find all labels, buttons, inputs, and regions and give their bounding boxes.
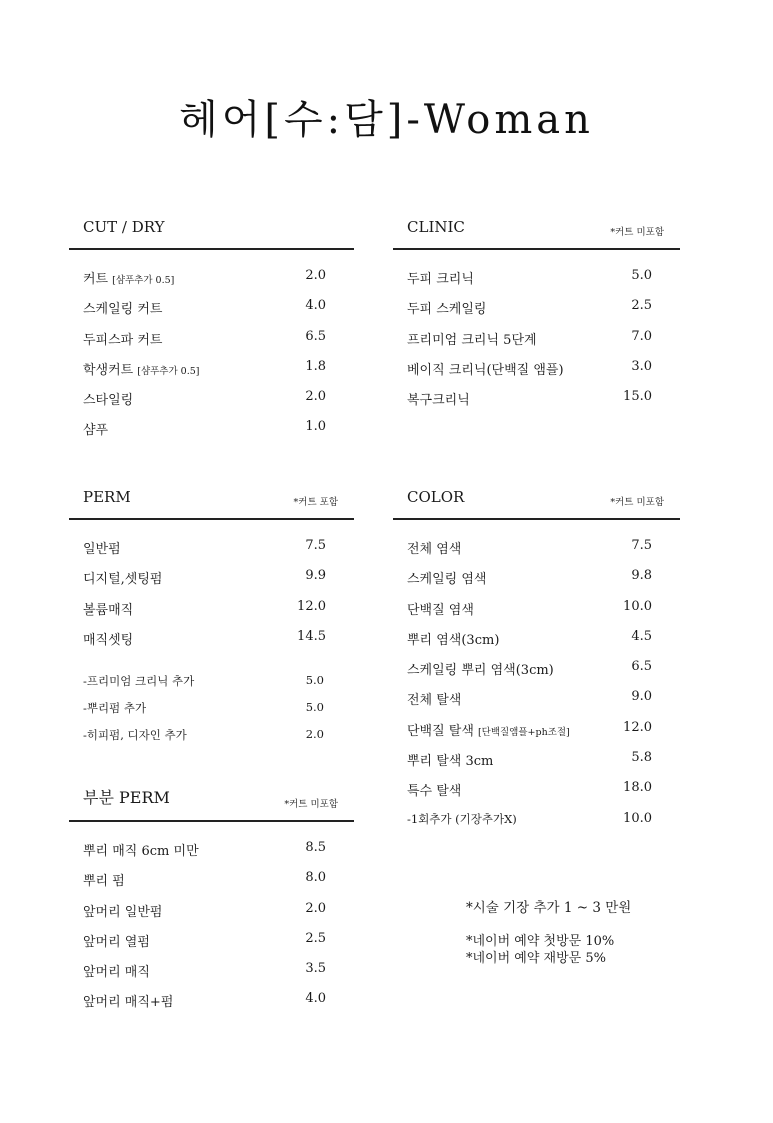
menu-item bbox=[393, 623, 680, 653]
item-price: 2.5 bbox=[305, 930, 326, 946]
note-naver-first: *네이버 예약 첫방문 10% bbox=[466, 934, 615, 949]
item-price: 9.8 bbox=[631, 568, 652, 584]
menu-item bbox=[69, 562, 354, 592]
item-price: 1.8 bbox=[305, 358, 326, 374]
section-title: COLOR bbox=[407, 488, 465, 506]
extra-item bbox=[69, 667, 354, 694]
item-price: 1.0 bbox=[305, 419, 326, 435]
item-name: -1회추가 (기장추가X) bbox=[407, 811, 517, 826]
item-name: 전체 염색 bbox=[407, 542, 462, 557]
item-name: 특수 탈색 bbox=[407, 784, 462, 800]
section-title: CUT / DRY bbox=[83, 218, 165, 236]
menu-item bbox=[393, 262, 680, 292]
extra-item bbox=[69, 694, 354, 721]
section-note: *커트 미포함 bbox=[284, 799, 338, 810]
item-name: 스타일링 bbox=[83, 393, 134, 409]
section-note: *커트 포함 bbox=[293, 497, 338, 508]
item-price: 6.5 bbox=[305, 328, 326, 344]
menu-item bbox=[69, 985, 354, 1015]
item-name: 뿌리 펌 bbox=[83, 874, 125, 890]
item-name: 두피스파 커트 bbox=[83, 332, 163, 348]
item-name: 앞머리 일반펌 bbox=[83, 904, 163, 920]
menu-item bbox=[69, 323, 354, 353]
item-name: 전체 탈색 bbox=[407, 693, 462, 709]
item-note: [샴푸추가 0.5] bbox=[137, 365, 200, 377]
item-price: 6.5 bbox=[631, 659, 652, 675]
item-price: 8.5 bbox=[305, 840, 326, 855]
menu-item bbox=[69, 383, 354, 413]
item-name: 볼륨매직 bbox=[83, 602, 134, 618]
item-price: 8.0 bbox=[305, 870, 326, 886]
item-name: 앞머리 매직 bbox=[83, 965, 150, 981]
section-title: PERM bbox=[83, 488, 131, 506]
extra-item bbox=[69, 721, 354, 748]
menu-item bbox=[393, 805, 680, 835]
menu-item bbox=[69, 623, 354, 653]
menu-item bbox=[393, 323, 680, 353]
item-name: 뿌리 탈색 3cm bbox=[407, 754, 494, 770]
section-title: CLINIC bbox=[407, 218, 465, 236]
item-price: 2.0 bbox=[305, 268, 326, 283]
menu-item bbox=[69, 413, 354, 443]
item-price: 10.0 bbox=[623, 598, 652, 614]
item-price: 5.0 bbox=[631, 268, 652, 283]
menu-item bbox=[393, 653, 680, 683]
item-price: 9.0 bbox=[631, 689, 652, 705]
item-name: 커트 bbox=[83, 272, 109, 287]
item-price: 4.0 bbox=[305, 991, 326, 1007]
item-price: 15.0 bbox=[623, 389, 652, 405]
item-price: 5.8 bbox=[631, 750, 652, 766]
item-name: 매직셋팅 bbox=[83, 632, 134, 648]
section-cut-dry bbox=[69, 208, 354, 444]
item-name: 두피 크리닉 bbox=[407, 272, 474, 287]
section-clinic bbox=[393, 208, 680, 413]
item-price: 3.0 bbox=[631, 358, 652, 374]
item-price: 5.0 bbox=[305, 673, 324, 688]
item-price: 7.5 bbox=[305, 538, 326, 553]
menu-item bbox=[69, 292, 354, 322]
item-price: 2.0 bbox=[305, 727, 324, 742]
item-name: 베이직 크리닉(단백질 앰플) bbox=[407, 362, 564, 378]
menu-item bbox=[69, 262, 354, 292]
menu-item bbox=[393, 683, 680, 713]
item-name: 스케일링 염색 bbox=[407, 572, 487, 588]
menu-item bbox=[393, 532, 680, 562]
menu-item bbox=[69, 593, 354, 623]
item-price: 2.0 bbox=[305, 900, 326, 916]
item-price: 10.0 bbox=[623, 810, 652, 826]
menu-item bbox=[393, 593, 680, 623]
item-price: 18.0 bbox=[623, 780, 652, 796]
item-price: 4.0 bbox=[305, 298, 326, 314]
section-title: 부분 PERM bbox=[83, 788, 170, 807]
menu-item bbox=[69, 834, 354, 864]
menu-item bbox=[69, 895, 354, 925]
item-name: 단백질 염색 bbox=[407, 602, 474, 618]
menu-item bbox=[69, 955, 354, 985]
section-note: *커트 미포함 bbox=[610, 497, 664, 508]
item-name: 일반펌 bbox=[83, 542, 121, 557]
item-price: 7.5 bbox=[631, 538, 652, 553]
item-price: 9.9 bbox=[305, 568, 326, 584]
item-price: 7.0 bbox=[631, 328, 652, 344]
item-name: 스케일링 커트 bbox=[83, 302, 163, 318]
item-price: 3.5 bbox=[305, 961, 326, 977]
item-price: 4.5 bbox=[631, 628, 652, 644]
item-price: 2.5 bbox=[631, 298, 652, 314]
item-note: [단백질앰플+ph조절] bbox=[477, 726, 570, 738]
item-name: -히피펌, 디자인 추가 bbox=[83, 728, 187, 743]
note-length: *시술 기장 추가 1 ~ 3 만원 bbox=[466, 900, 632, 916]
menu-item bbox=[69, 925, 354, 955]
item-name: 디지털,셋팅펌 bbox=[83, 572, 163, 588]
section-perm bbox=[69, 478, 354, 748]
menu-item bbox=[69, 353, 354, 383]
item-note: [샴푸추가 0.5] bbox=[112, 275, 175, 286]
section-note: *커트 미포함 bbox=[610, 227, 664, 238]
menu-item bbox=[393, 744, 680, 774]
item-name: 앞머리 매직+펌 bbox=[83, 995, 174, 1011]
notes bbox=[466, 900, 631, 967]
menu-item bbox=[393, 292, 680, 322]
menu-item bbox=[393, 562, 680, 592]
item-name: 프리미엄 크리닉 5단계 bbox=[407, 332, 537, 348]
item-name: -뿌리펌 추가 bbox=[83, 701, 147, 716]
item-name: 복구크리닉 bbox=[407, 393, 470, 409]
item-price: 2.0 bbox=[305, 389, 326, 405]
item-name: 스케일링 뿌리 염색(3cm) bbox=[407, 663, 554, 679]
menu-item bbox=[69, 532, 354, 562]
item-name: 뿌리 매직 6cm 미만 bbox=[83, 844, 199, 859]
item-name: 앞머리 열펌 bbox=[83, 934, 150, 950]
item-price: 5.0 bbox=[305, 700, 324, 715]
section-color bbox=[393, 478, 680, 835]
item-price: 12.0 bbox=[623, 719, 652, 735]
item-name: 뿌리 염색(3cm) bbox=[407, 632, 500, 648]
item-name: 학생커트 bbox=[83, 362, 134, 378]
section-partial-perm bbox=[69, 780, 354, 1016]
item-name: 단백질 탈색 bbox=[407, 723, 474, 739]
menu-item bbox=[69, 864, 354, 894]
item-price: 12.0 bbox=[297, 598, 326, 614]
item-price: 14.5 bbox=[297, 628, 326, 644]
menu-item bbox=[393, 353, 680, 383]
menu-item bbox=[393, 774, 680, 804]
item-name: 두피 스케일링 bbox=[407, 302, 487, 318]
menu-item bbox=[393, 714, 680, 744]
page-title: 헤어[수:담]-Woman bbox=[179, 97, 594, 143]
note-naver-return: *네이버 예약 재방문 5% bbox=[466, 951, 606, 966]
item-name: -프리미엄 크리닉 추가 bbox=[83, 674, 195, 689]
menu-item bbox=[393, 383, 680, 413]
item-name: 샴푸 bbox=[83, 423, 109, 439]
